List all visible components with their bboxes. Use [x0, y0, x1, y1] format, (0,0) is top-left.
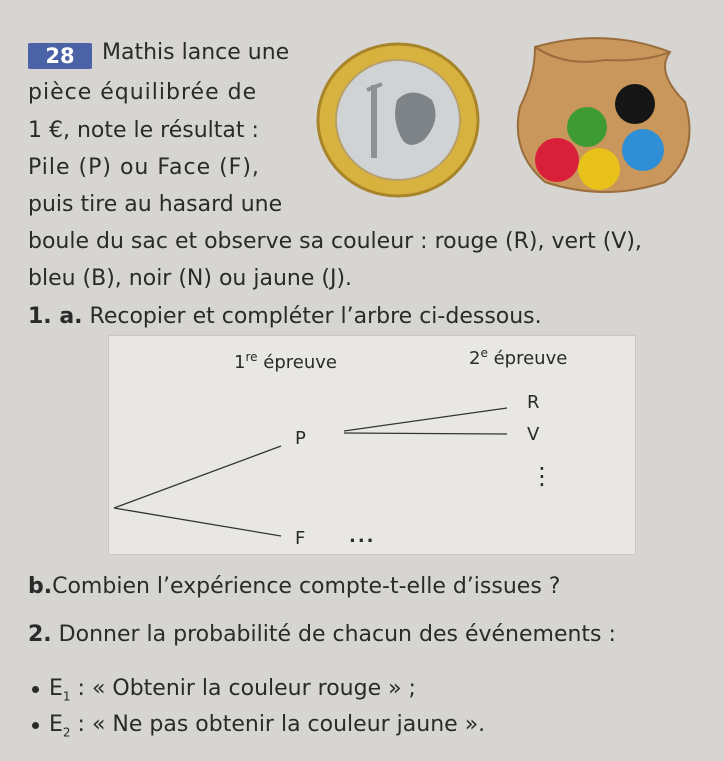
question-1a — [28, 304, 542, 329]
bag-of-balls-illustration — [505, 32, 705, 197]
event-E1-sub: 1 — [62, 689, 71, 704]
event-E2-sub: 2 — [62, 725, 71, 740]
event-E2 — [32, 712, 485, 739]
intro-line-1: Mathis lance une — [102, 40, 290, 65]
probability-tree-box — [108, 335, 636, 555]
header-first-word: épreuve — [263, 352, 337, 373]
header-second-sup: e — [480, 346, 488, 360]
branch-P-to-V — [344, 433, 507, 434]
question-2-text: Donner la probabilité de chacun des événements : — [58, 622, 616, 647]
tree-leaf-dots: ⋮ — [530, 462, 554, 490]
tree-F-continuation: ... — [349, 526, 376, 547]
tree-node-F: F — [295, 528, 306, 549]
intro-line-3: 1 €, note le résultat : — [28, 118, 259, 143]
question-2 — [28, 622, 616, 647]
event-E2-text: : « Ne pas obtenir la couleur jaune ». — [70, 712, 486, 737]
bullet-dot — [32, 686, 39, 693]
event-E1-name: E — [49, 676, 63, 701]
question-1a-prefix: 1. a. — [28, 304, 83, 329]
bullet-dot — [32, 722, 39, 729]
header-second-word: épreuve — [493, 348, 568, 369]
tree-leaf-R: R — [527, 392, 540, 413]
intro-line-4: Pile (P) ou Face (F), — [28, 155, 260, 180]
header-first-sup: re — [245, 350, 258, 364]
question-1b-prefix: b. — [28, 574, 53, 599]
question-1b — [28, 574, 560, 599]
exercise-number-badge: 28 — [28, 43, 92, 69]
branch-root-to-F — [114, 508, 281, 536]
event-E2-name: E — [49, 712, 63, 737]
question-1b-text: Combien l’expérience compte-t-elle d’issues ? — [52, 574, 561, 599]
intro-line-7: bleu (B), noir (N) ou jaune (J). — [28, 266, 353, 291]
header-first-num: 1 — [234, 352, 246, 373]
tree-branches — [109, 336, 635, 554]
intro-line-5: puis tire au hasard une — [28, 192, 283, 217]
header-second-num: 2 — [469, 348, 481, 369]
intro-line-2: pièce équilibrée de — [28, 80, 258, 105]
question-1a-text: Recopier et compléter l’arbre ci-dessous. — [89, 304, 542, 329]
tree-leaf-V: V — [527, 424, 540, 445]
branch-P-to-R — [344, 408, 507, 431]
tree-node-P: P — [295, 428, 306, 449]
event-E1-text: : « Obtenir la couleur rouge » ; — [70, 676, 416, 701]
question-2-prefix: 2. — [28, 622, 52, 647]
branch-root-to-P — [114, 446, 281, 508]
event-E1 — [32, 676, 416, 703]
euro-coin-illustration — [312, 40, 482, 200]
intro-line-6: boule du sac et observe sa couleur : rouge (R), vert (V), — [28, 229, 642, 254]
